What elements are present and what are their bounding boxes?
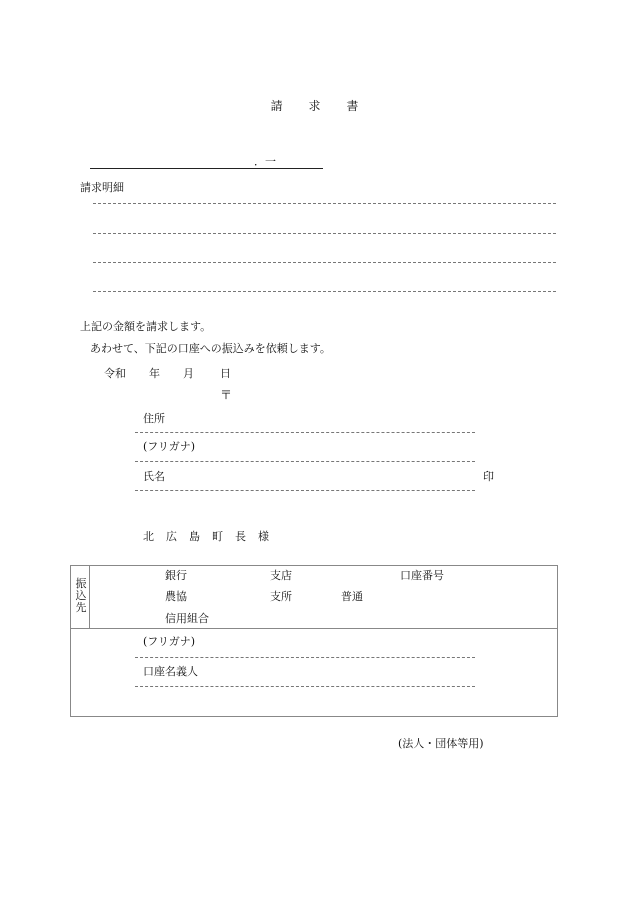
recipient bbox=[143, 531, 281, 542]
branch-office-label: 支所 bbox=[270, 590, 292, 603]
recipient-char: 町 bbox=[212, 530, 223, 543]
account-type-label: 普通 bbox=[341, 590, 363, 603]
title-char: 請 bbox=[270, 99, 284, 113]
bank-label: 銀行 bbox=[165, 569, 187, 582]
invoice-number-mark: ．一 bbox=[254, 155, 276, 168]
details-line bbox=[93, 203, 556, 204]
details-label: 請求明細 bbox=[80, 181, 124, 194]
details-line bbox=[93, 233, 556, 234]
credit-union-label: 信用組合 bbox=[165, 612, 209, 625]
name-label: 氏名 bbox=[143, 470, 165, 483]
footer-note: (法人・団体等用) bbox=[398, 737, 484, 750]
account-number-label: 口座番号 bbox=[400, 569, 444, 582]
recipient-char: 広 bbox=[166, 530, 177, 543]
page-title bbox=[0, 100, 630, 112]
address-label: 住所 bbox=[143, 412, 165, 425]
transfer-side-label: 振 込 先 bbox=[75, 577, 87, 614]
seal-mark: 印 bbox=[483, 470, 494, 483]
branch-store-label: 支店 bbox=[270, 569, 292, 582]
account-holder-line bbox=[135, 686, 475, 687]
name-line bbox=[135, 490, 475, 491]
invoice-number-line bbox=[90, 168, 323, 169]
request-text-line2: あわせて、下記の口座への振込みを依頼します。 bbox=[90, 342, 331, 355]
date-month: 月 bbox=[183, 367, 194, 380]
request-text-line1: 上記の金額を請求します。 bbox=[80, 320, 212, 333]
details-line bbox=[93, 291, 556, 292]
recipient-char: 長 bbox=[235, 530, 246, 543]
transfer-furigana-label: (フリガナ) bbox=[143, 635, 196, 648]
details-line bbox=[93, 262, 556, 263]
transfer-furigana-line bbox=[135, 657, 475, 658]
date-day: 日 bbox=[220, 367, 231, 380]
date-year: 年 bbox=[149, 367, 160, 380]
transfer-box-divider bbox=[89, 566, 90, 628]
address-line bbox=[135, 432, 475, 433]
title-char: 求 bbox=[308, 99, 322, 113]
furigana-label: (フリガナ) bbox=[143, 440, 196, 453]
title-char: 書 bbox=[346, 99, 360, 113]
furigana-line bbox=[135, 461, 475, 462]
postal-mark: 〒 bbox=[220, 388, 233, 402]
recipient-char: 様 bbox=[258, 530, 269, 543]
recipient-char: 北 bbox=[143, 530, 154, 543]
date-era: 令和 bbox=[104, 367, 126, 380]
transfer-box-divider bbox=[71, 628, 557, 629]
agri-coop-label: 農協 bbox=[165, 590, 187, 603]
account-holder-label: 口座名義人 bbox=[143, 665, 198, 678]
recipient-char: 島 bbox=[189, 530, 200, 543]
